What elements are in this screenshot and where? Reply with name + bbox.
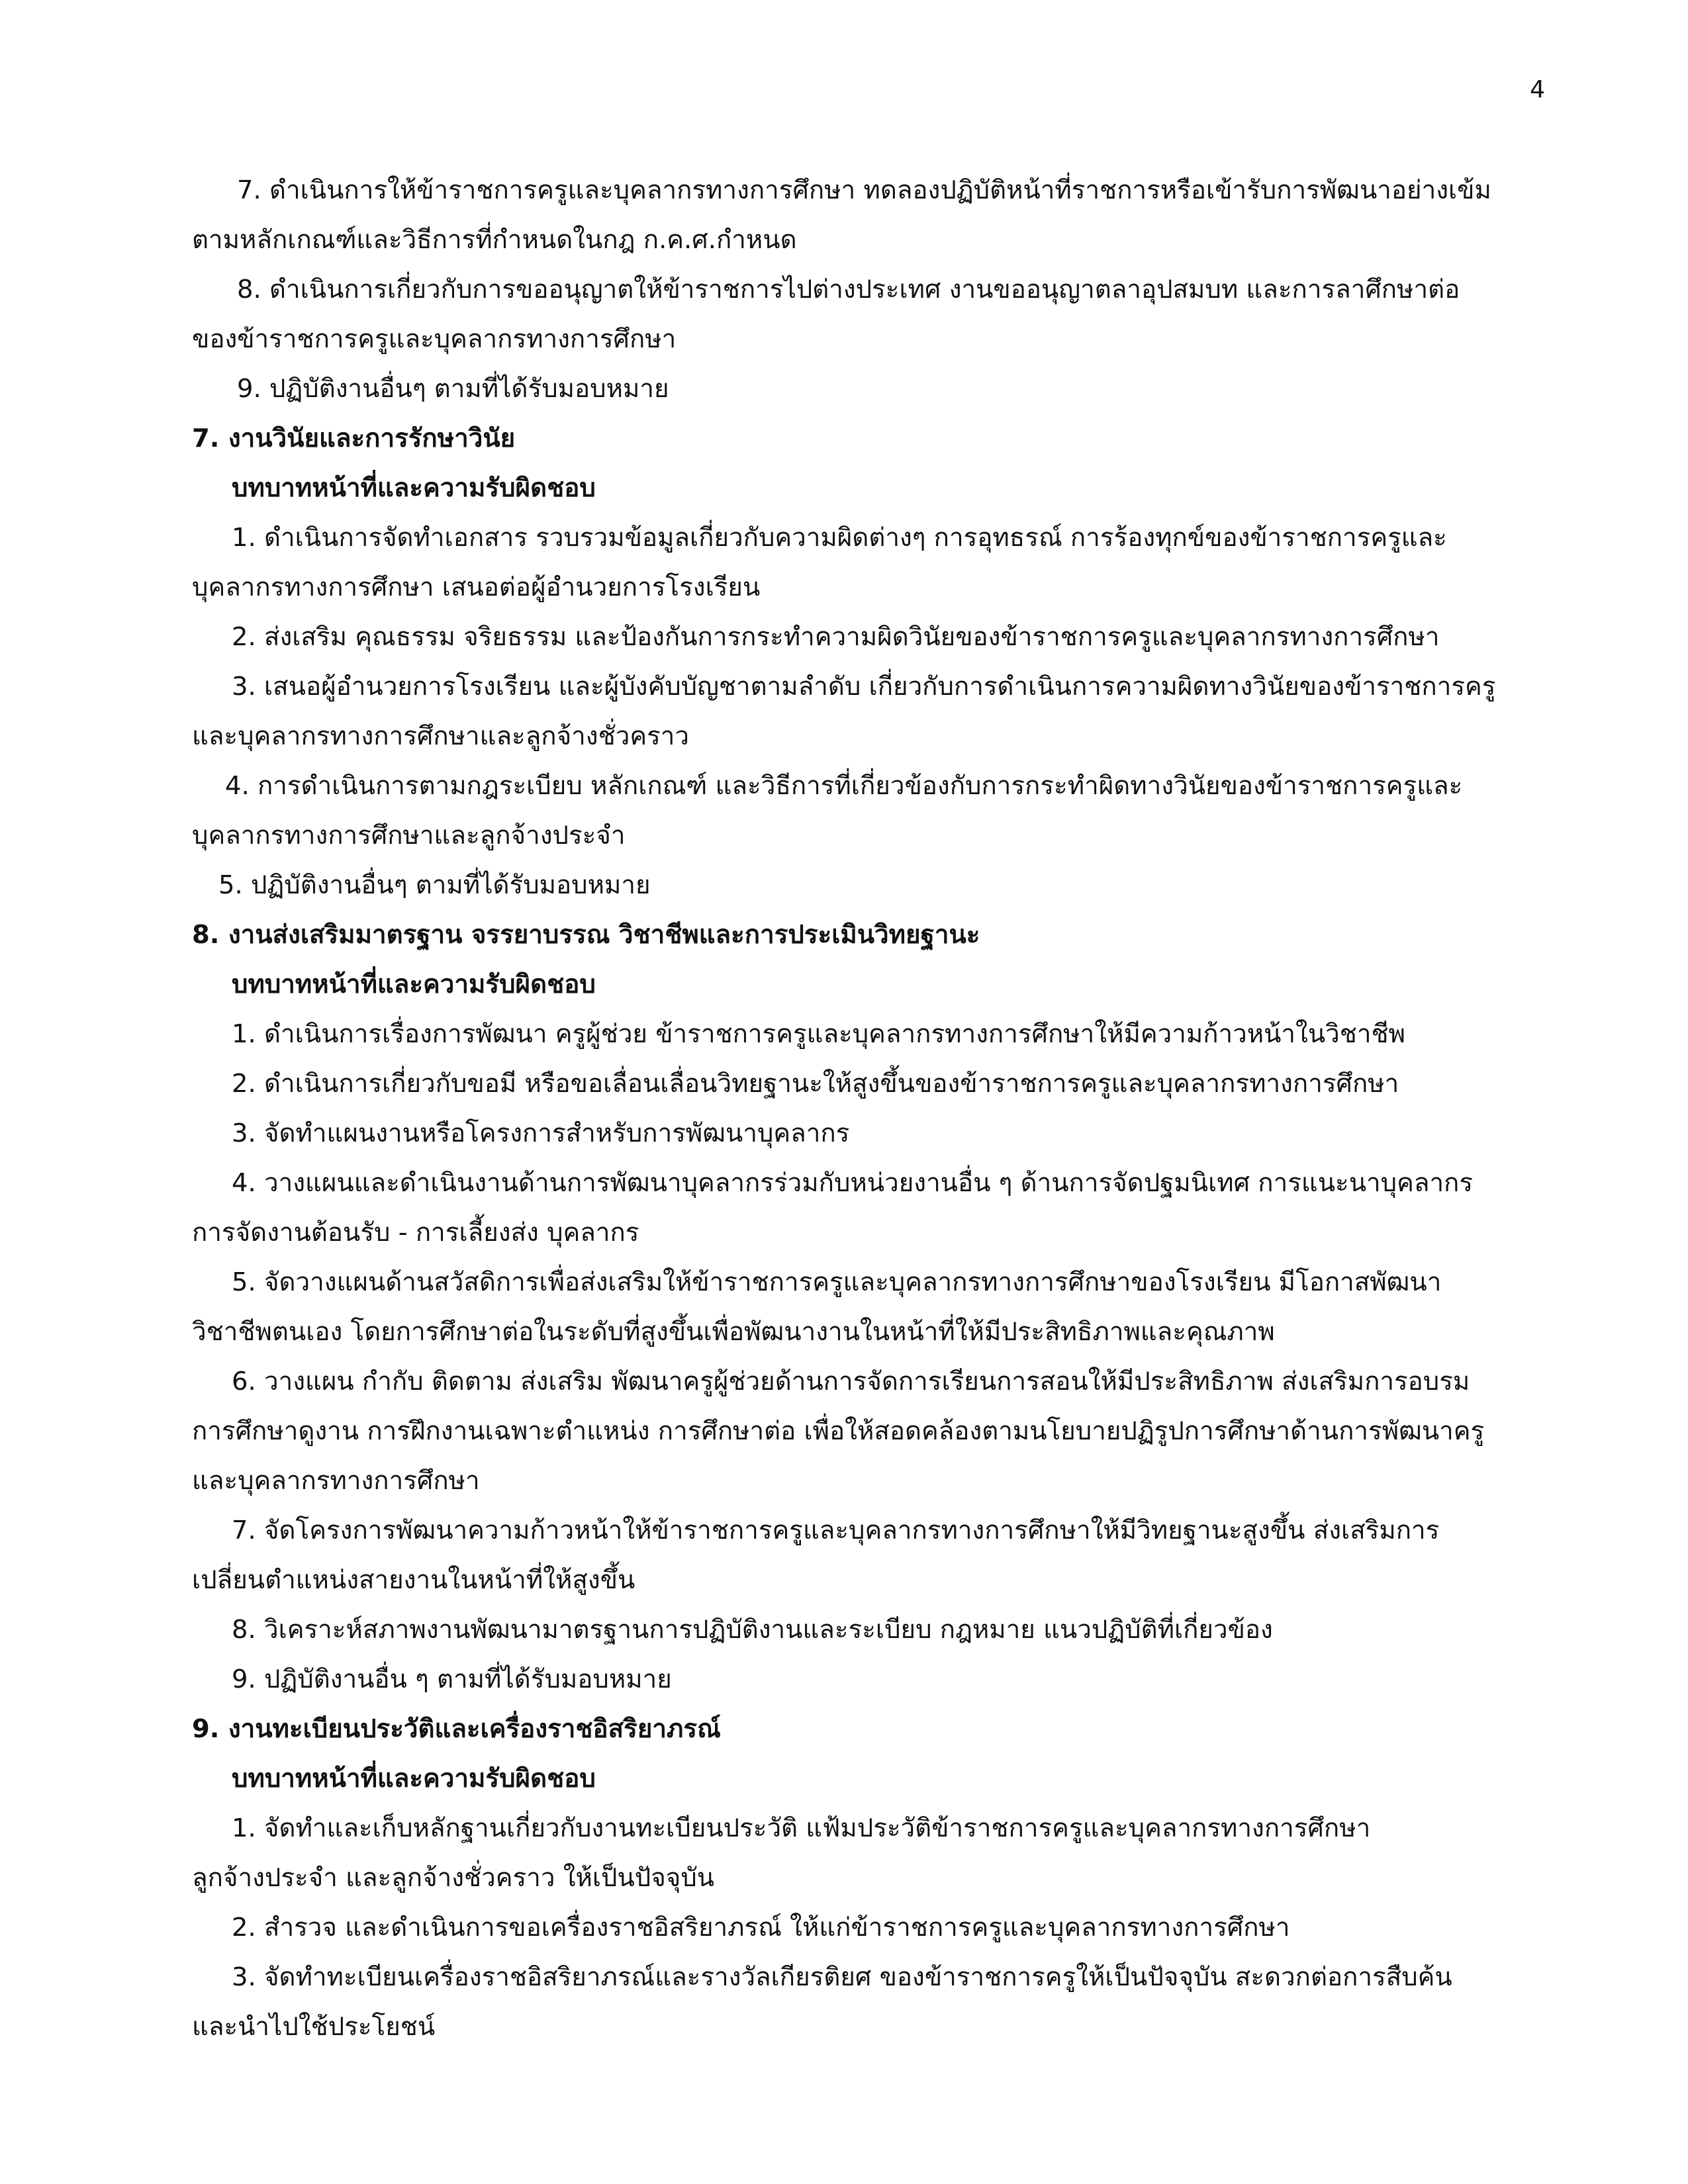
- section-heading-line: 8. งานส่งเสริมมาตรฐาน จรรยาบรรณ วิชาชีพและการประเมินวิทยฐานะ: [192, 920, 980, 950]
- text-line: 7. ดำเนินการให้ข้าราชการครูและบุคลากรทางการศึกษา ทดลองปฏิบัติหน้าที่ราชการหรือเข้ารับการพัฒนาอย่างเข้ม: [237, 175, 1491, 205]
- text-line: ตามหลักเกณฑ์และวิธีการที่กำหนดในกฎ ก.ค.ศ.กำหนด: [192, 225, 797, 255]
- section-heading-line: บทบาทหน้าที่และความรับผิดชอบ: [232, 1764, 596, 1794]
- section-heading-line: บทบาทหน้าที่และความรับผิดชอบ: [232, 473, 596, 503]
- text-line: และนำไปใช้ประโยชน์: [192, 2012, 436, 2042]
- document-body: [192, 165, 1569, 2052]
- text-line: บุคลากรทางการศึกษา เสนอต่อผู้อำนวยการโรงเรียน: [192, 572, 761, 602]
- text-line: 3. เสนอผู้อำนวยการโรงเรียน และผู้บังคับบัญชาตามลำดับ เกี่ยวกับการดำเนินการความผิดทางวินัยของข้าราชการครู: [232, 672, 1496, 702]
- text-line: 5. ปฏิบัติงานอื่นๆ ตามที่ได้รับมอบหมาย: [218, 870, 651, 900]
- text-line: 6. วางแผน กำกับ ติดตาม ส่งเสริม พัฒนาครูผู้ช่วยด้านการจัดการเรียนการสอนให้มีประสิทธิภาพ ส่งเสริมการอบรม: [232, 1367, 1470, 1396]
- text-line: การศึกษาดูงาน การฝึกงานเฉพาะตำแหน่ง การศึกษาต่อ เพื่อให้สอดคล้องตามนโยบายปฏิรูปการศึกษาด้านการพัฒนาครู: [192, 1416, 1485, 1446]
- text-line: และบุคลากรทางการศึกษา: [192, 1466, 480, 1496]
- section-heading-line: 7. งานวินัยและการรักษาวินัย: [192, 424, 516, 453]
- text-line: วิชาชีพตนเอง โดยการศึกษาต่อในระดับที่สูงขึ้นเพื่อพัฒนางานในหน้าที่ให้มีประสิทธิภาพและคุณภาพ: [192, 1317, 1275, 1347]
- text-line: 4. วางแผนและดำเนินงานด้านการพัฒนาบุคลากรร่วมกับหน่วยงานอื่น ๆ ด้านการจัดปฐมนิเทศ การแนะนาบุคลากร: [232, 1168, 1474, 1198]
- page-number: 4: [1530, 76, 1545, 103]
- text-line: 9. ปฏิบัติงานอื่นๆ ตามที่ได้รับมอบหมาย: [237, 374, 669, 404]
- text-line: 2. สำรวจ และดำเนินการขอเครื่องราชอิสริยาภรณ์ ให้แก่ข้าราชการครูและบุคลากรทางการศึกษา: [232, 1913, 1290, 1942]
- text-line: เปลี่ยนตำแหน่งสายงานในหน้าที่ให้สูงขึ้น: [192, 1565, 635, 1595]
- text-line: ลูกจ้างประจำ และลูกจ้างชั่วคราว ให้เป็นปัจจุบัน: [192, 1863, 715, 1893]
- text-line: 2. ส่งเสริม คุณธรรม จริยธรรม และป้องกันการกระทำความผิดวินัยของข้าราชการครูและบุคลากรทางการศึกษา: [232, 622, 1440, 652]
- text-line: 7. จัดโครงการพัฒนาความก้าวหน้าให้ข้าราชการครูและบุคลากรทางการศึกษาให้มีวิทยฐานะสูงขึ้น ส่งเสริมการ: [232, 1516, 1440, 1545]
- text-line: 9. ปฏิบัติงานอื่น ๆ ตามที่ได้รับมอบหมาย: [232, 1664, 672, 1694]
- text-line: 4. การดำเนินการตามกฎระเบียบ หลักเกณฑ์ และวิธีการที่เกี่ยวข้องกับการกระทำผิดทางวินัยของข้าราชการครูและ: [225, 771, 1463, 801]
- text-line: บุคลากรทางการศึกษาและลูกจ้างประจำ: [192, 821, 626, 850]
- text-line: 3. จัดทำทะเบียนเครื่องราชอิสริยาภรณ์และรางวัลเกียรติยศ ของข้าราชการครูให้เป็นปัจจุบัน สะดวกต่อการสืบค้น: [232, 1962, 1452, 1992]
- text-line: 2. ดำเนินการเกี่ยวกับขอมี หรือขอเลื่อนเลื่อนวิทยฐานะให้สูงขึ้นของข้าราชการครูและบุคลากรทางการศึกษา: [232, 1069, 1399, 1099]
- text-line: 5. จัดวางแผนด้านสวัสดิการเพื่อส่งเสริมให้ข้าราชการครูและบุคลากรทางการศึกษาของโรงเรียน มีโอกาสพัฒนา: [232, 1267, 1442, 1297]
- text-line: การจัดงานต้อนรับ - การเลี้ยงส่ง บุคลากร: [192, 1218, 639, 1248]
- text-line: 1. ดำเนินการจัดทำเอกสาร รวบรวมข้อมูลเกี่ยวกับความผิดต่างๆ การอุทธรณ์ การร้องทุกข์ของข้าราชการครูและ: [232, 523, 1447, 553]
- text-line: 8. ดำเนินการเกี่ยวกับการขออนุญาตให้ข้าราชการไปต่างประเทศ งานขออนุญาตลาอุปสมบท และการลาศึกษาต่อ: [237, 275, 1460, 304]
- text-line: 8. วิเคราะห์สภาพงานพัฒนามาตรฐานการปฏิบัติงานและระเบียบ กฎหมาย แนวปฏิบัติที่เกี่ยวข้อง: [232, 1615, 1273, 1645]
- text-line: 1. ดำเนินการเรื่องการพัฒนา ครูผู้ช่วย ข้าราชการครูและบุคลากรทางการศึกษาให้มีความก้าวหน้าในวิชาชีพ: [232, 1019, 1406, 1049]
- text-line: 3. จัดทำแผนงานหรือโครงการสำหรับการพัฒนาบุคลากร: [232, 1118, 850, 1148]
- text-line: 1. จัดทำและเก็บหลักฐานเกี่ยวกับงานทะเบียนประวัติ แฟ้มประวัติข้าราชการครูและบุคลากรทางการศึกษา: [232, 1813, 1371, 1843]
- section-heading-line: บทบาทหน้าที่และความรับผิดชอบ: [232, 970, 596, 999]
- section-heading-line: 9. งานทะเบียนประวัติและเครื่องราชอิสริยาภรณ์: [192, 1714, 721, 1744]
- text-line: ของข้าราชการครูและบุคลากรทางการศึกษา: [192, 324, 677, 354]
- text-line: และบุคลากรทางการศึกษาและลูกจ้างชั่วคราว: [192, 721, 690, 751]
